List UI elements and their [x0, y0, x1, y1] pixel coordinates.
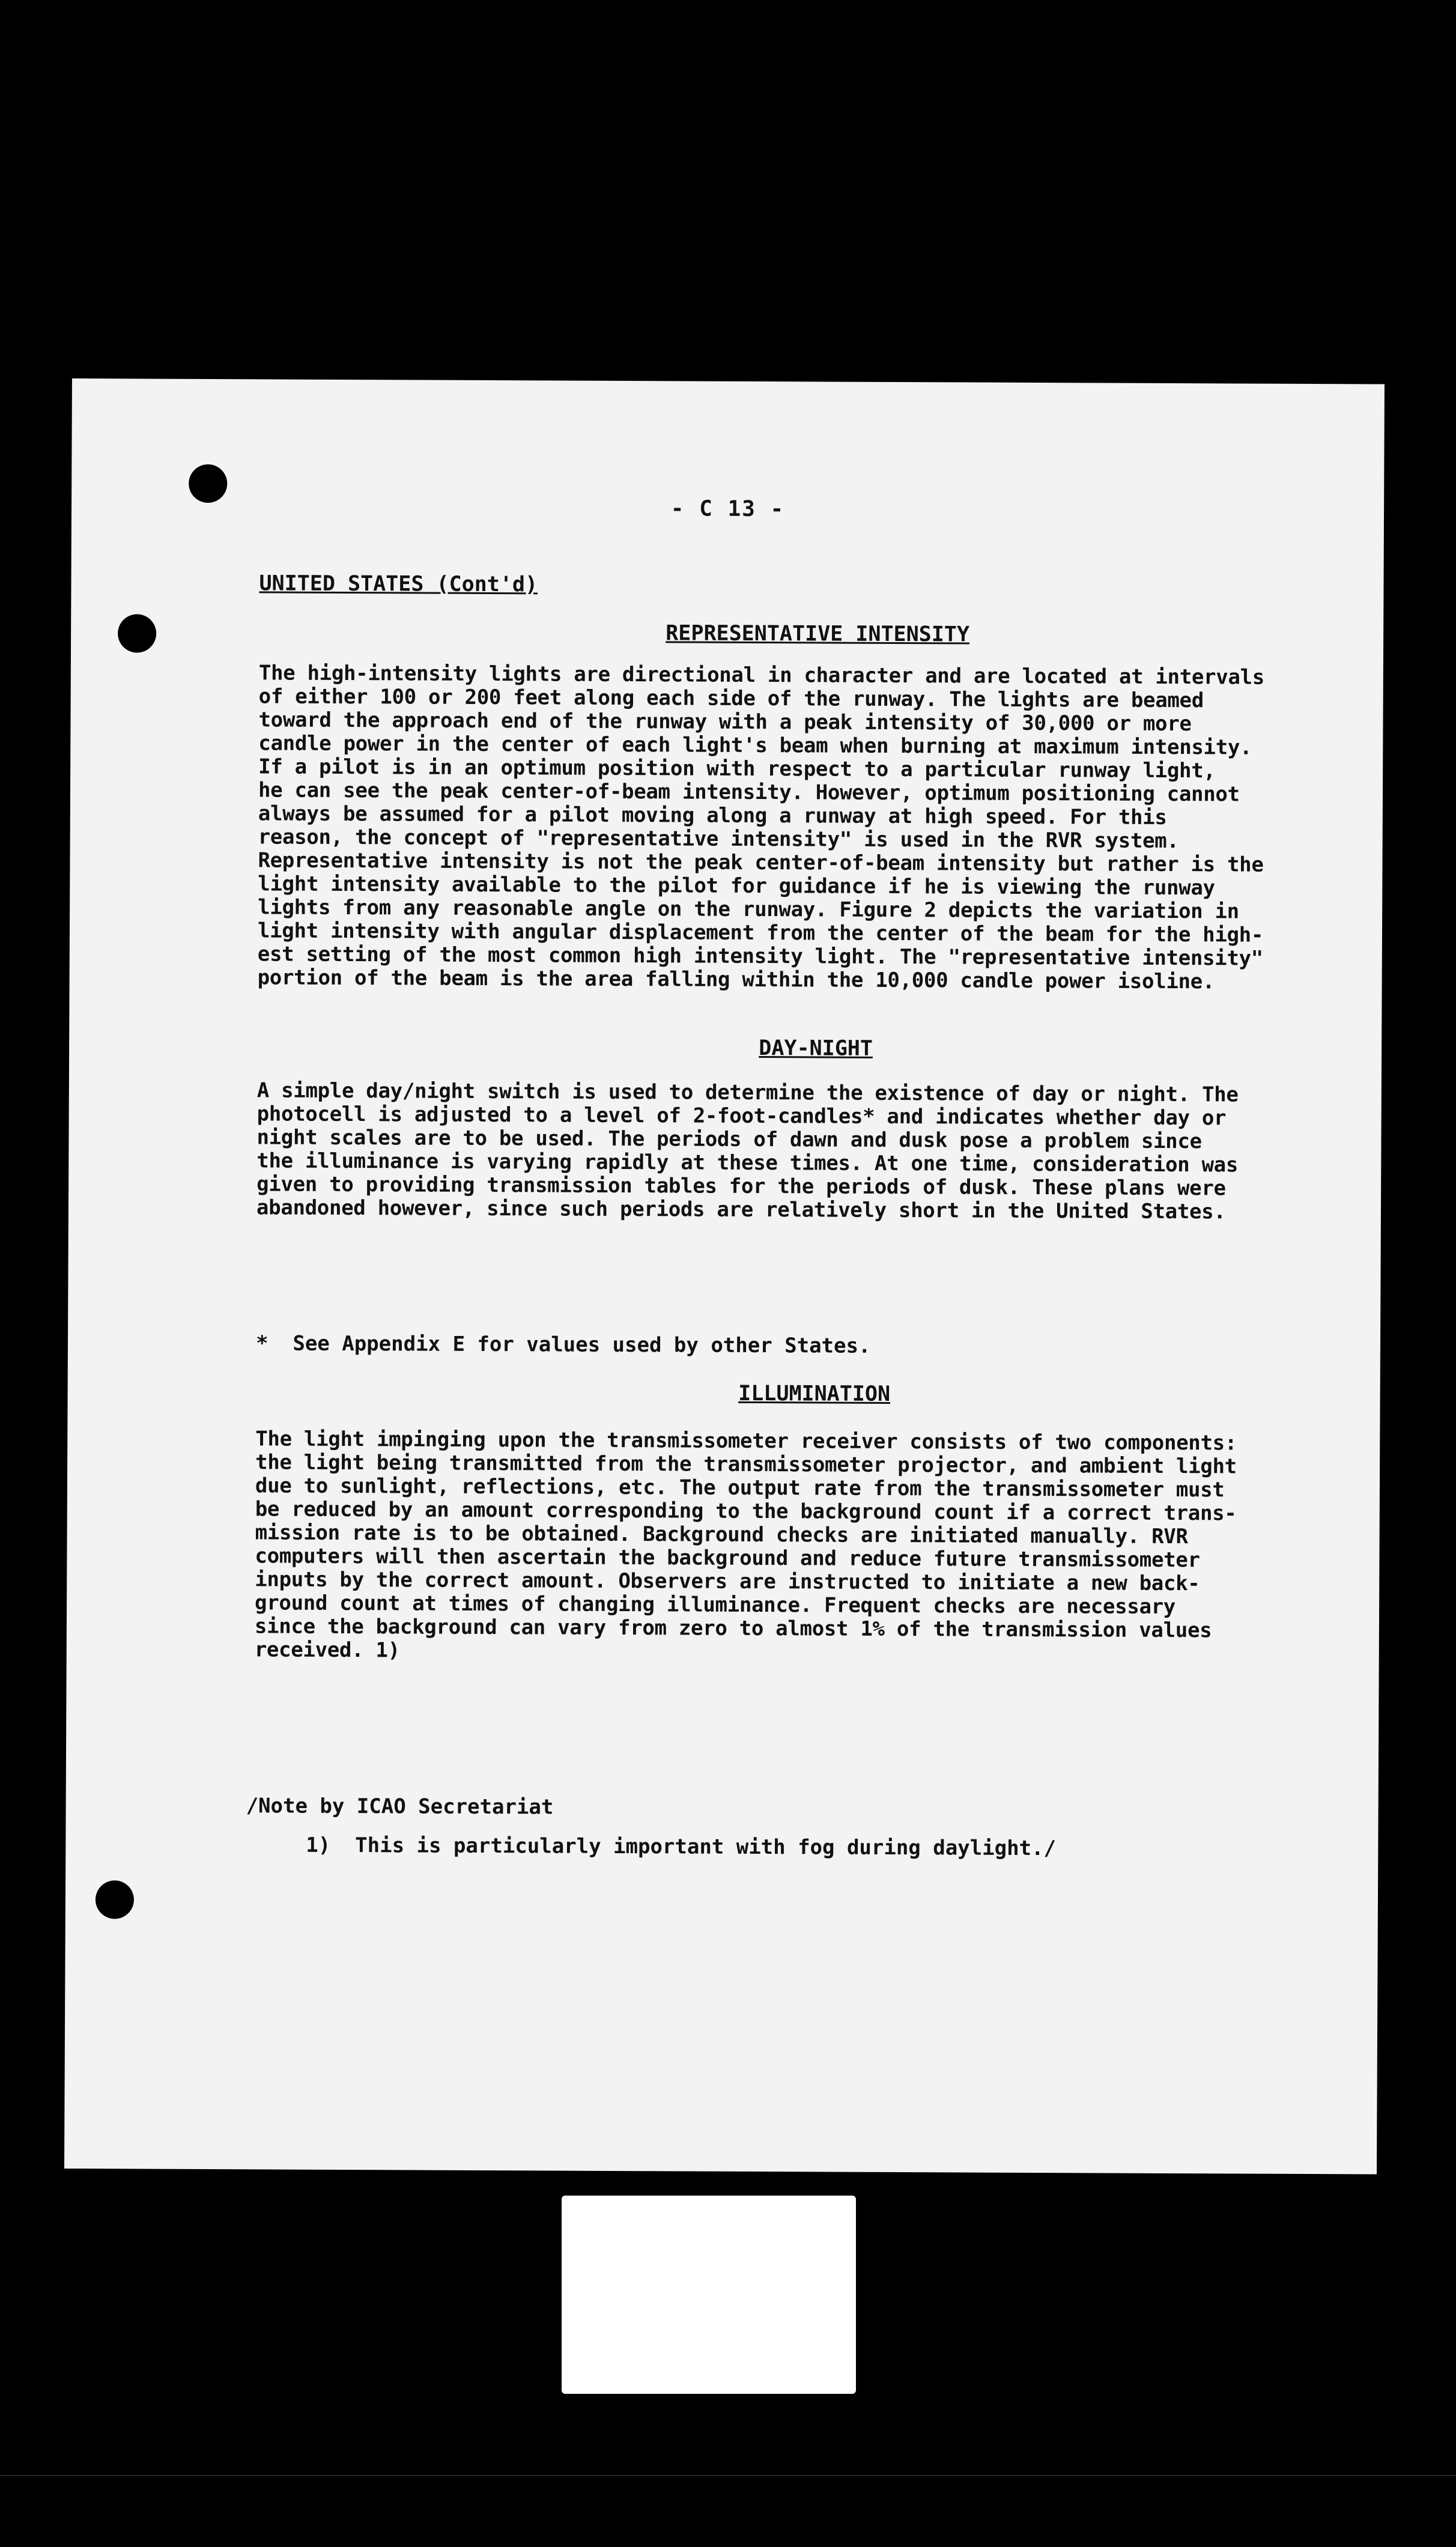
text-line: night scales are to be used. The periods of dawn and dusk pose a problem since	[256, 1125, 1202, 1154]
country-header: UNITED STATES (Cont'd)	[259, 571, 538, 597]
section-paragraph	[255, 1427, 1373, 1666]
text-line: If a pilot is in an optimum position with respect to a particular runway light,	[258, 754, 1216, 783]
text-line: A simple day/night switch is used to determine the existence of day or night. The	[256, 1078, 1239, 1107]
secretariat-note-title: /Note by ICAO Secretariat	[246, 1794, 554, 1820]
text-line: ground count at times of changing illuminance. Frequent checks are necessary	[255, 1591, 1176, 1620]
scan-edge-line	[0, 2475, 1456, 2476]
punch-hole	[118, 614, 156, 652]
text-line: due to sunlight, reflections, etc. The output rate from the transmissometer must	[255, 1474, 1225, 1502]
text-line: computers will then ascertain the background and reduce future transmissometer	[255, 1544, 1200, 1573]
text-line: inputs by the correct amount. Observers are instructed to initiate a new back-	[255, 1567, 1200, 1596]
footnote: * See Appendix E for values used by other States.	[255, 1331, 871, 1358]
section-heading: DAY-NIGHT	[759, 1036, 873, 1061]
blank-card	[562, 2196, 856, 2394]
text-line: light intensity with angular displacement from the center of the beam for the high-	[257, 918, 1264, 947]
text-line: The light impinging upon the transmissometer receiver consists of two components:	[255, 1427, 1237, 1456]
text-line: photocell is adjusted to a level of 2-foot-candles* and indicates whether day or	[256, 1102, 1227, 1131]
text-line: Representative intensity is not the peak center-of-beam intensity but rather is the	[258, 848, 1264, 877]
section-paragraph	[258, 661, 1376, 994]
text-line: be reduced by an amount corresponding to the background count if a correct trans-	[255, 1497, 1237, 1526]
text-line: mission rate is to be obtained. Background checks are initiated manually. RVR	[255, 1520, 1188, 1549]
text-line: light intensity available to the pilot for guidance if he is viewing the runway	[258, 872, 1215, 900]
punch-hole	[96, 1880, 134, 1919]
text-line: always be assumed for a pilot moving along a runway at high speed. For this	[258, 801, 1167, 830]
text-line: since the background can vary from zero to almost 1% of the transmission values	[254, 1614, 1212, 1643]
secretariat-note-item: 1) This is particularly important with fog during daylight./	[306, 1833, 1057, 1861]
text-line: the illuminance is varying rapidly at these times. At one time, consideration was	[256, 1149, 1239, 1177]
page-number: - C 13 -	[670, 496, 785, 522]
text-line: the light being transmitted from the transmissometer projector, and ambient light	[255, 1450, 1237, 1479]
text-line: toward the approach end of the runway with a peak intensity of 30,000 or more	[258, 708, 1192, 736]
text-line: received. 1)	[254, 1638, 400, 1663]
text-line: of either 100 or 200 feet along each side of the runway. The lights are beamed	[258, 684, 1204, 713]
text-line: lights from any reasonable angle on the runway. Figure 2 depicts the variation in	[258, 895, 1239, 924]
document-page	[64, 378, 1385, 2175]
text-line: he can see the peak center-of-beam intensity. However, optimum positioning cannot	[258, 778, 1240, 807]
text-line: abandoned however, since such periods are relatively short in the United States.	[256, 1195, 1226, 1224]
text-line: reason, the concept of "representative intensity" is used in the RVR system.	[258, 825, 1179, 854]
section-heading: REPRESENTATIVE INTENSITY	[666, 621, 970, 647]
text-line: candle power in the center of each light's beam when burning at maximum intensity.	[258, 731, 1252, 760]
section-paragraph	[256, 1079, 1374, 1224]
text-line: portion of the beam is the area falling within the 10,000 candle power isoline.	[257, 965, 1215, 994]
text-line: est setting of the most common high intensity light. The "representative intensity"	[257, 942, 1263, 971]
text-line: The high-intensity lights are directional in character and are located at intervals	[258, 661, 1265, 690]
text-line: given to providing transmission tables for the periods of dusk. These plans were	[256, 1172, 1226, 1201]
section-heading: ILLUMINATION	[738, 1381, 891, 1406]
